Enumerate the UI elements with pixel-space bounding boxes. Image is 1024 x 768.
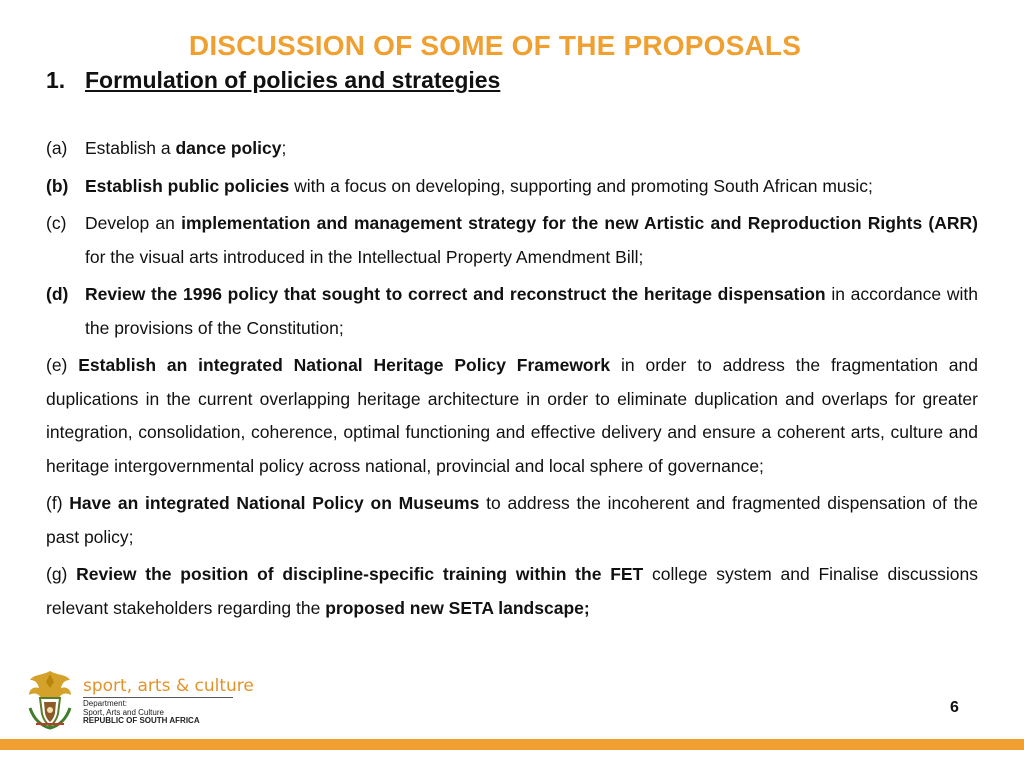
proposal-list bbox=[46, 132, 978, 629]
text-run: college system and Finalise discussions relevant stakeholders regarding the bbox=[46, 564, 978, 618]
text-run: in order to address the fragmentation and duplications in the current overlapping heritage architecture in order to eliminate duplication and overlaps for greater integration, consolidation, coherence, optimal functioning and effective delivery and ensure a coherent arts, culture and heritage intergovernmental policy across national, provincial and local sphere of governance; bbox=[46, 355, 978, 476]
slide-title: DISCUSSION OF SOME OF THE PROPOSALS bbox=[188, 30, 802, 61]
text-run: to address the incoherent and fragmented dispensation of the past policy; bbox=[46, 493, 978, 547]
bold-text: dance policy bbox=[175, 138, 282, 158]
item-text bbox=[85, 170, 978, 204]
dept-line-3: REPUBLIC OF SOUTH AFRICA bbox=[83, 716, 200, 725]
bold-text: Have an integrated National Policy on Museums bbox=[69, 493, 480, 513]
list-item bbox=[46, 207, 978, 274]
text-run: Establish a bbox=[85, 138, 176, 158]
text-run: for the visual arts introduced in the Intellectual Property Amendment Bill; bbox=[85, 246, 644, 267]
text-run: (f) bbox=[46, 493, 70, 513]
item-text bbox=[85, 132, 978, 166]
bold-text: proposed new SETA landscape; bbox=[325, 597, 590, 618]
bold-text: Review the position of discipline-specific training within the FET bbox=[76, 564, 644, 584]
brand-divider bbox=[83, 697, 233, 698]
list-item bbox=[46, 278, 978, 345]
list-paragraph bbox=[46, 487, 978, 554]
bold-text: implementation and management strategy for the new Artistic and Reproduction Rights (ARR) bbox=[181, 213, 978, 233]
bold-text: Review the 1996 policy that sought to correct and reconstruct the heritage dispensation bbox=[85, 284, 826, 304]
item-label: (a) bbox=[46, 138, 68, 158]
list-paragraph bbox=[46, 349, 978, 483]
bold-text: Establish public policies bbox=[85, 175, 290, 196]
text-run: with a focus on developing, supporting and promoting South African music; bbox=[289, 175, 873, 196]
section-number: 1. bbox=[46, 67, 66, 93]
item-text bbox=[85, 278, 978, 345]
footer-bar bbox=[0, 739, 1024, 750]
dept-line-2: Sport, Arts and Culture bbox=[83, 707, 164, 717]
coat-of-arms-icon bbox=[26, 668, 74, 730]
dept-line-1: Department: bbox=[83, 699, 128, 708]
text-run: Develop an bbox=[85, 213, 182, 233]
item-label: (d) bbox=[46, 284, 69, 304]
department-text bbox=[83, 700, 200, 726]
item-label: (b) bbox=[46, 175, 69, 196]
section-heading bbox=[46, 67, 500, 94]
section-heading-text: Formulation of policies and strategies bbox=[85, 67, 501, 93]
text-run: (e) bbox=[46, 355, 79, 375]
list-item bbox=[46, 132, 978, 166]
list-item bbox=[46, 170, 978, 204]
item-label: (c) bbox=[46, 213, 67, 233]
list-paragraph bbox=[46, 558, 978, 625]
item-text bbox=[85, 207, 978, 274]
text-run: in accordance with the provisions of the Constitution; bbox=[85, 284, 978, 338]
page-number: 6 bbox=[950, 699, 959, 716]
bold-text: Establish an integrated National Heritage Policy Framework bbox=[78, 355, 611, 375]
text-run: (g) bbox=[46, 564, 77, 584]
text-run: ; bbox=[281, 138, 287, 158]
brand-name: sport, arts & culture bbox=[83, 676, 254, 696]
